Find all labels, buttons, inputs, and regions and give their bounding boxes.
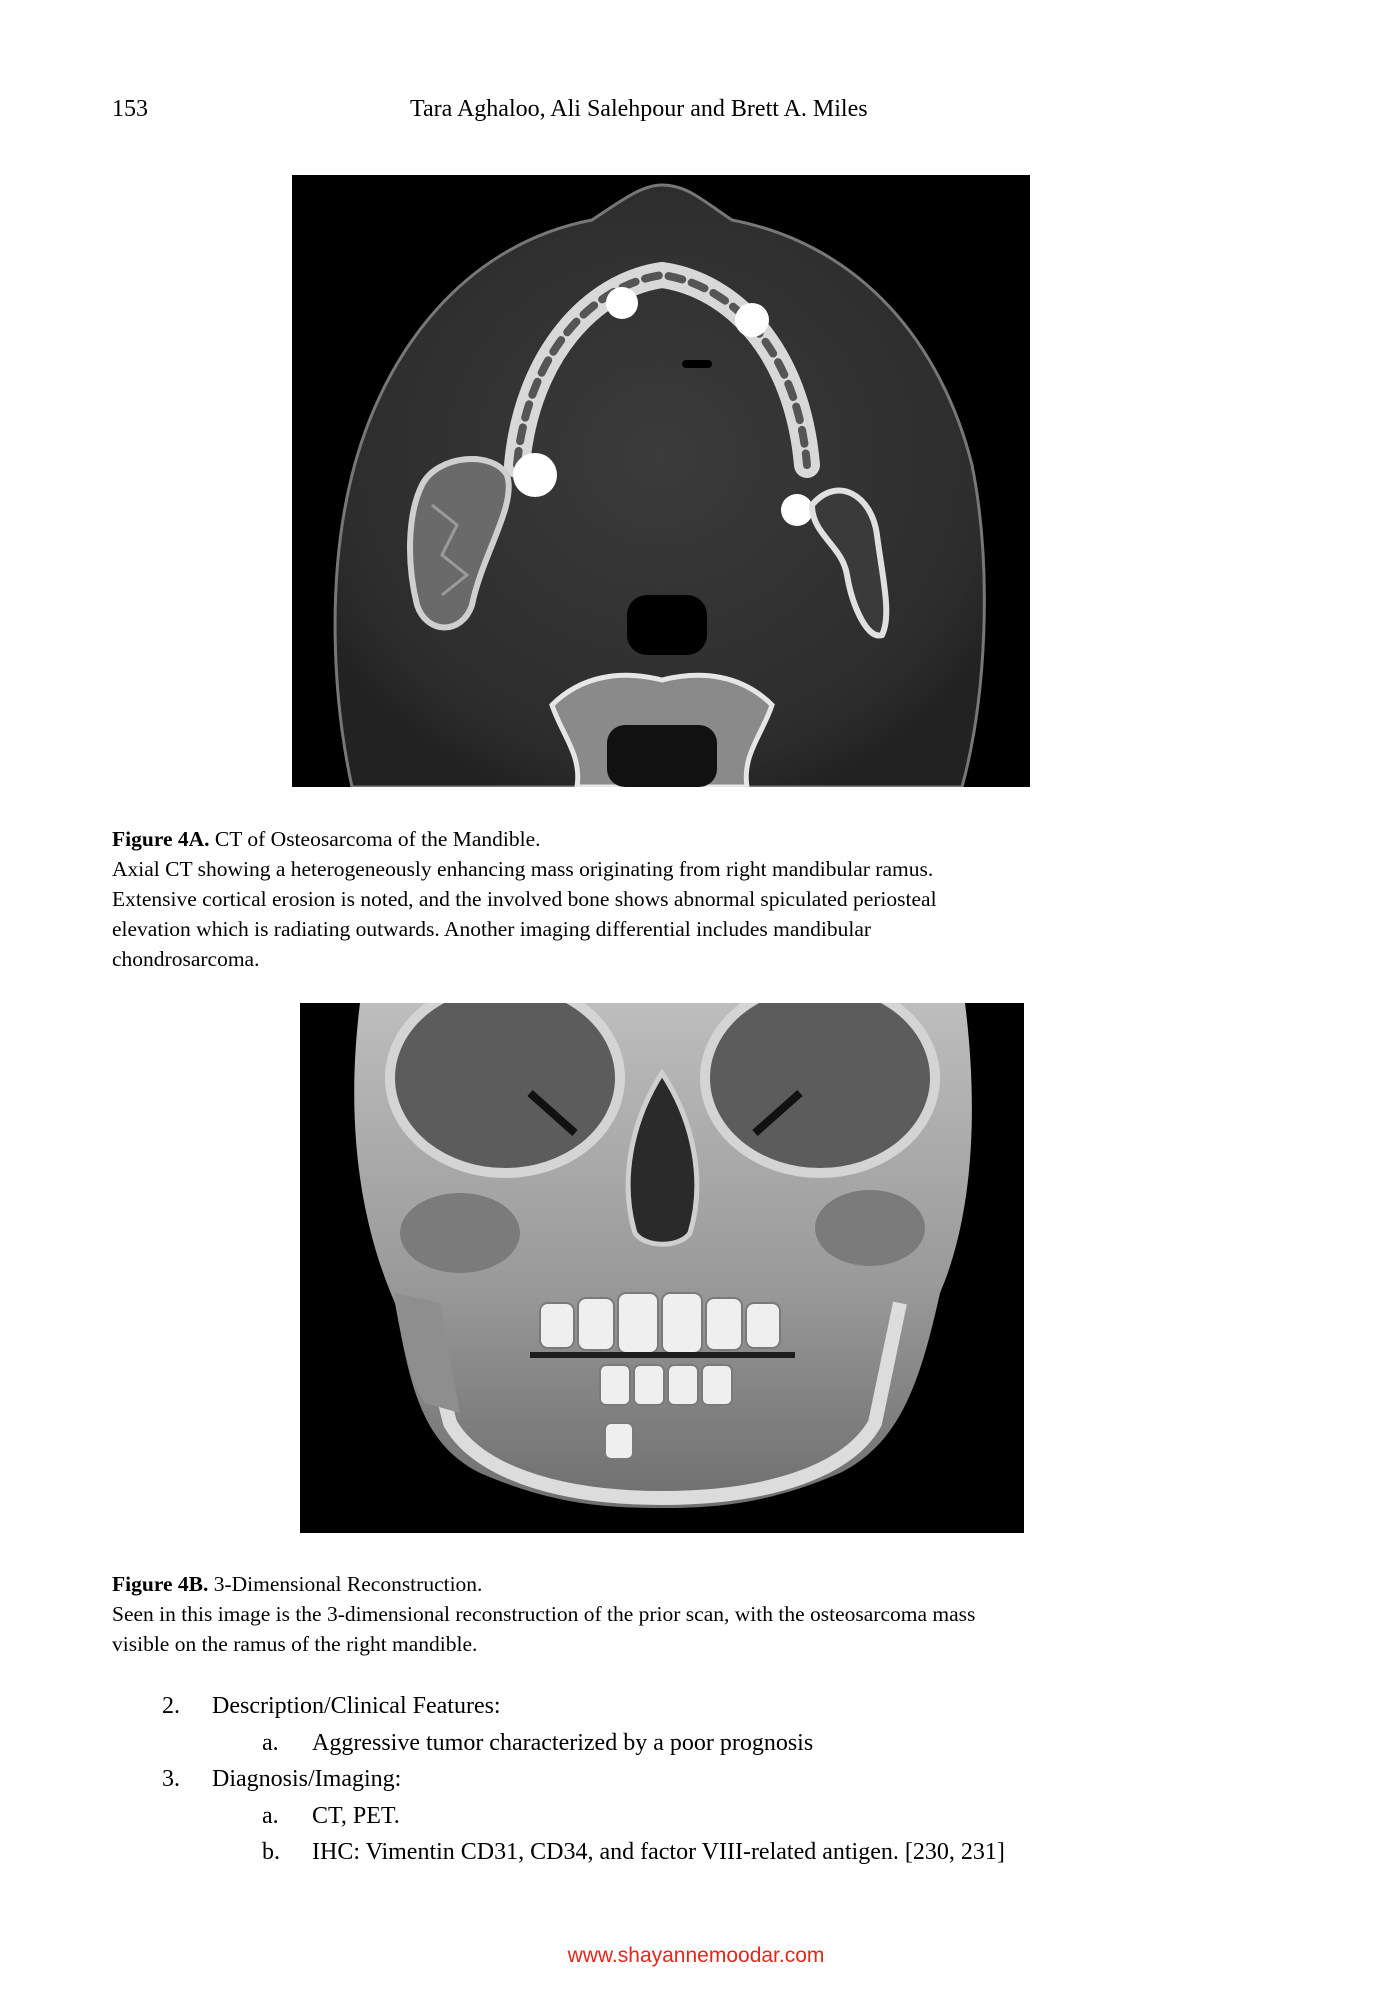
- figure-4b-caption-line: visible on the ramus of the right mandible.: [112, 1632, 478, 1656]
- figure-4a-caption-line: chondrosarcoma.: [112, 947, 260, 971]
- footer-website-link[interactable]: www.shayannemoodar.com: [567, 1944, 825, 1967]
- figure-4a-label: Figure 4A.: [112, 827, 210, 851]
- figure-4a-caption-line: Extensive cortical erosion is noted, and the involved bone shows abnormal spiculated periosteal: [112, 887, 937, 911]
- outline-item-text: Description/Clinical Features:: [212, 1693, 501, 1719]
- outline-item: [112, 1725, 1272, 1762]
- outline-item-number: 2.: [162, 1693, 180, 1719]
- outline-item: [112, 1798, 1272, 1835]
- figure-4a-caption-line: elevation which is radiating outwards. Another imaging differential includes mandibular: [112, 917, 872, 941]
- outline-item: [112, 1688, 1272, 1725]
- figure-4a-ct-image: [292, 175, 1030, 787]
- outline-item-text: CT, PET.: [312, 1802, 400, 1829]
- running-head-authors: Tara Aghaloo, Ali Salehpour and Brett A. Miles: [410, 96, 868, 122]
- outline-item: [112, 1834, 1272, 1871]
- figure-4b-caption: [112, 1569, 1262, 1659]
- figure-4a-title: CT of Osteosarcoma of the Mandible.: [209, 827, 541, 851]
- figure-4b-caption-line: Seen in this image is the 3-dimensional reconstruction of the prior scan, with the osteosarcoma mass: [112, 1602, 976, 1626]
- figure-4b-title: 3-Dimensional Reconstruction.: [208, 1572, 483, 1596]
- figure-4a-caption-title-line: [112, 824, 1262, 854]
- outline-item-number: b.: [262, 1839, 280, 1865]
- page-number: 153: [112, 96, 148, 122]
- outline-item-number: 3.: [162, 1766, 180, 1792]
- outline-list: [112, 1688, 1272, 1871]
- outline-item-text: Aggressive tumor characterized by a poor prognosis: [312, 1729, 814, 1756]
- figure-4b-3d-reconstruction-image: [300, 1003, 1024, 1533]
- outline-item-text: Diagnosis/Imaging:: [212, 1766, 402, 1792]
- outline-item-number: a.: [262, 1802, 279, 1829]
- outline-item-text: IHC: Vimentin CD31, CD34, and factor VIII-related antigen. [230, 231]: [312, 1839, 1005, 1865]
- outline-item-number: a.: [262, 1729, 279, 1756]
- figure-4a-caption-line: Axial CT showing a heterogeneously enhancing mass originating from right mandibular ramus.: [112, 857, 934, 881]
- figure-4b-label: Figure 4B.: [112, 1572, 209, 1596]
- figure-4b-caption-title-line: [112, 1569, 1262, 1599]
- figure-4a-caption: [112, 824, 1262, 974]
- outline-item: [112, 1761, 1272, 1798]
